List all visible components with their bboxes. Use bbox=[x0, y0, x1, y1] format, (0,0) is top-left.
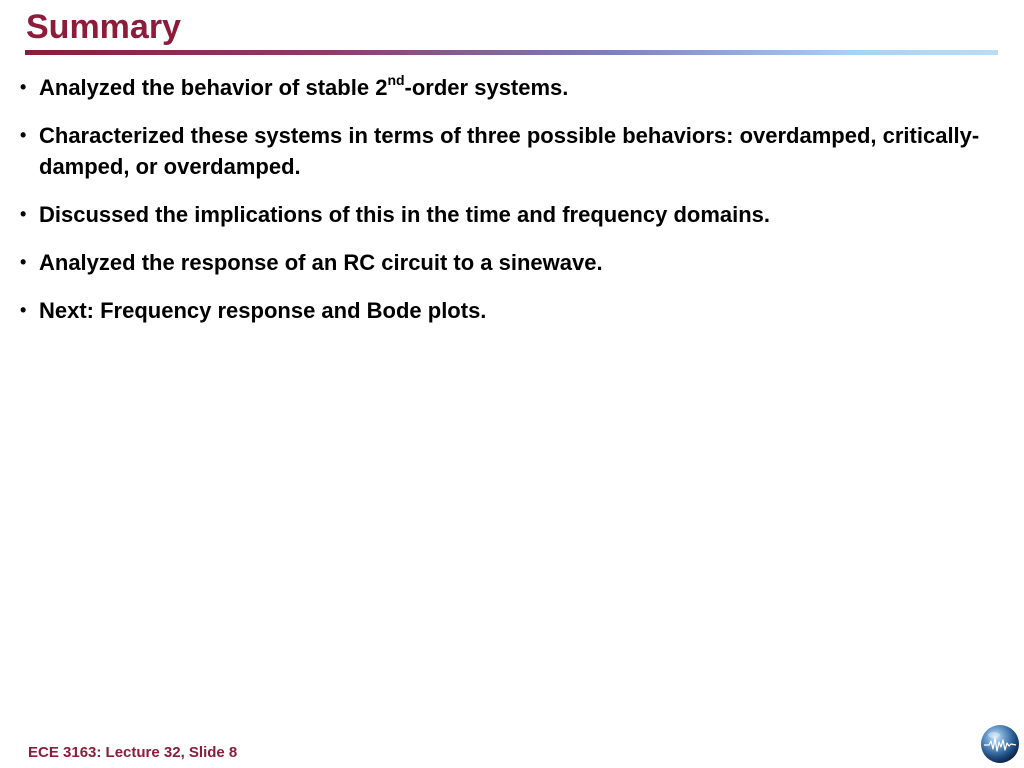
bullet-list bbox=[20, 72, 980, 343]
slide-footer: ECE 3163: Lecture 32, Slide 8 bbox=[28, 744, 238, 761]
bullet-item: • Next: Frequency response and Bode plots. bbox=[20, 295, 980, 326]
bullet-text-suffix: -order systems. bbox=[404, 75, 569, 100]
bullet-text-main: Analyzed the behavior of stable 2 bbox=[39, 75, 388, 100]
title-divider bbox=[25, 50, 998, 55]
globe-logo-icon bbox=[980, 724, 1020, 764]
bullet-superscript: nd bbox=[387, 71, 405, 88]
bullet-item: • Analyzed the response of an RC circuit to a sinewave. bbox=[20, 247, 980, 278]
bullet-item: • Discussed the implications of this in the time and frequency domains. bbox=[20, 199, 980, 230]
bullet-item bbox=[20, 72, 980, 103]
bullet-item: • Characterized these systems in terms of three possible behaviors: overdamped, critically-damped, or overdamped. bbox=[20, 120, 980, 182]
slide-title: Summary bbox=[26, 8, 181, 46]
